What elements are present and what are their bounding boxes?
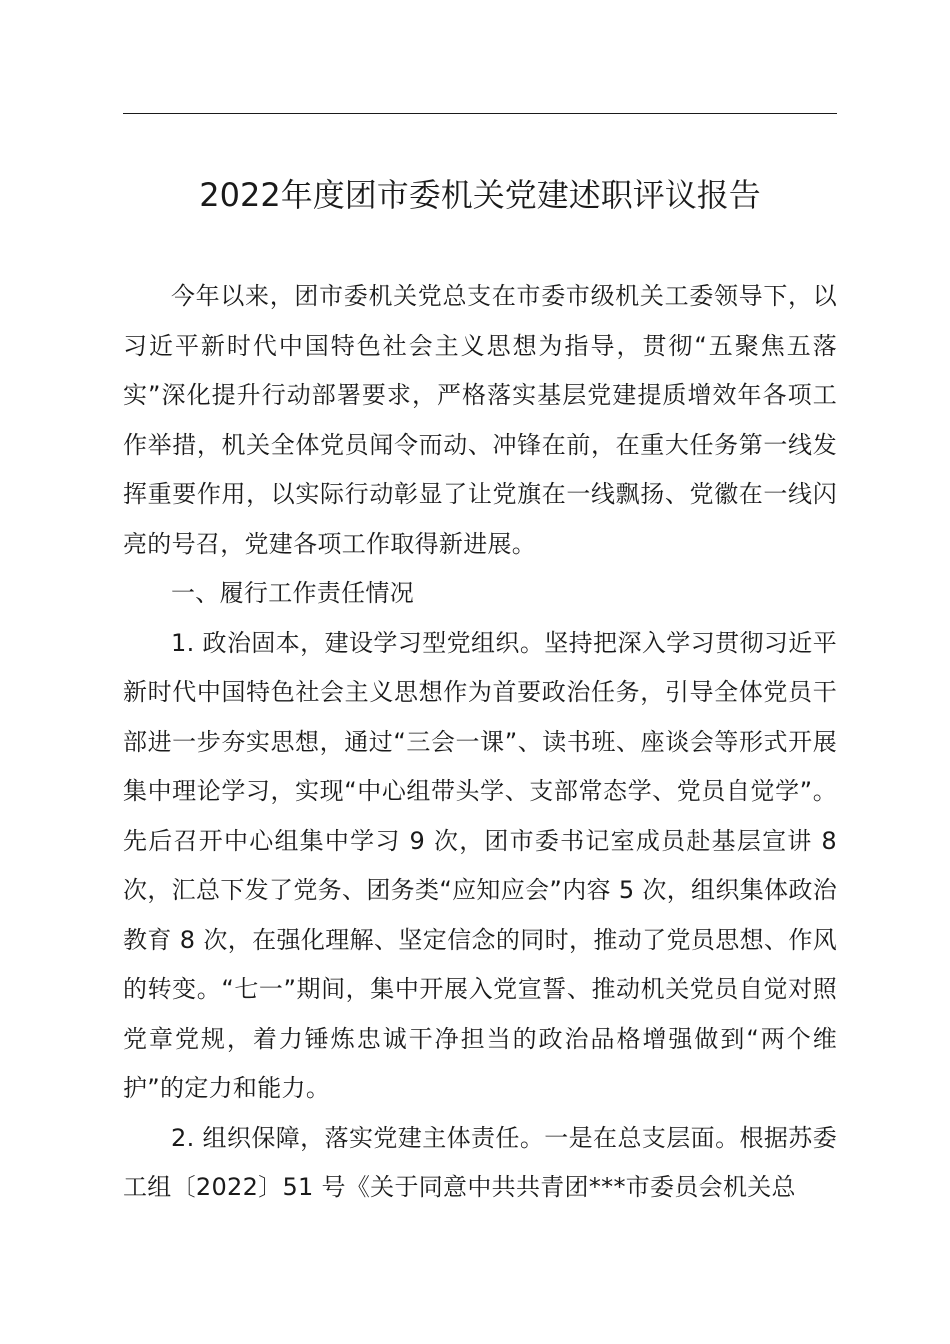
section-heading: 一、履行工作责任情况	[171, 579, 414, 607]
document-body	[123, 272, 837, 1213]
header-rule	[123, 113, 837, 114]
paragraph-item-1: 1. 政治固本，建设学习型党组织。坚持把深入学习贯彻习近平新时代中国特色社会主义思想作为首要政治任务，引导全体党员干部进一步夯实思想，通过“三会一课”、读书班、座谈会等形式开展集中理论学习，实现“中心组带头学、支部常态学、党员自觉学”。先后召开中心组集中学习 9 次，团市委书记室成员赴基层宣讲 8 次，汇总下发了党务、团务类“应知应会”内容 5 次，组织集体政治教育 8 次，在强化理解、坚定信念的同时，推动了党员思想、作风的转变。“七一”期间，集中开展入党宣誓、推动机关党员自觉对照党章党规，着力锤炼忠诚干净担当的政治品格增强做到“两个维护”的定力和能力。	[123, 628, 837, 1102]
paragraph-intro: 今年以来，团市委机关党总支在市委市级机关工委领导下，以习近平新时代中国特色社会主义思想为指导，贯彻“五聚焦五落实”深化提升行动部署要求，严格落实基层党建提质增效年各项工作举措，机关全体党员闻令而动、冲锋在前，在重大任务第一线发挥重要作用，以实际行动彰显了让党旗在一线飘扬、党徽在一线闪亮的号召，党建各项工作取得新进展。	[123, 282, 837, 558]
paragraph-item-2: 2. 组织保障，落实党建主体责任。一是在总支层面。根据苏委工组〔2022〕51 号《关于同意中共共青团***市委员会机关总	[123, 1123, 837, 1201]
document-title: 2022年度团市委机关党建述职评议报告	[199, 176, 761, 214]
